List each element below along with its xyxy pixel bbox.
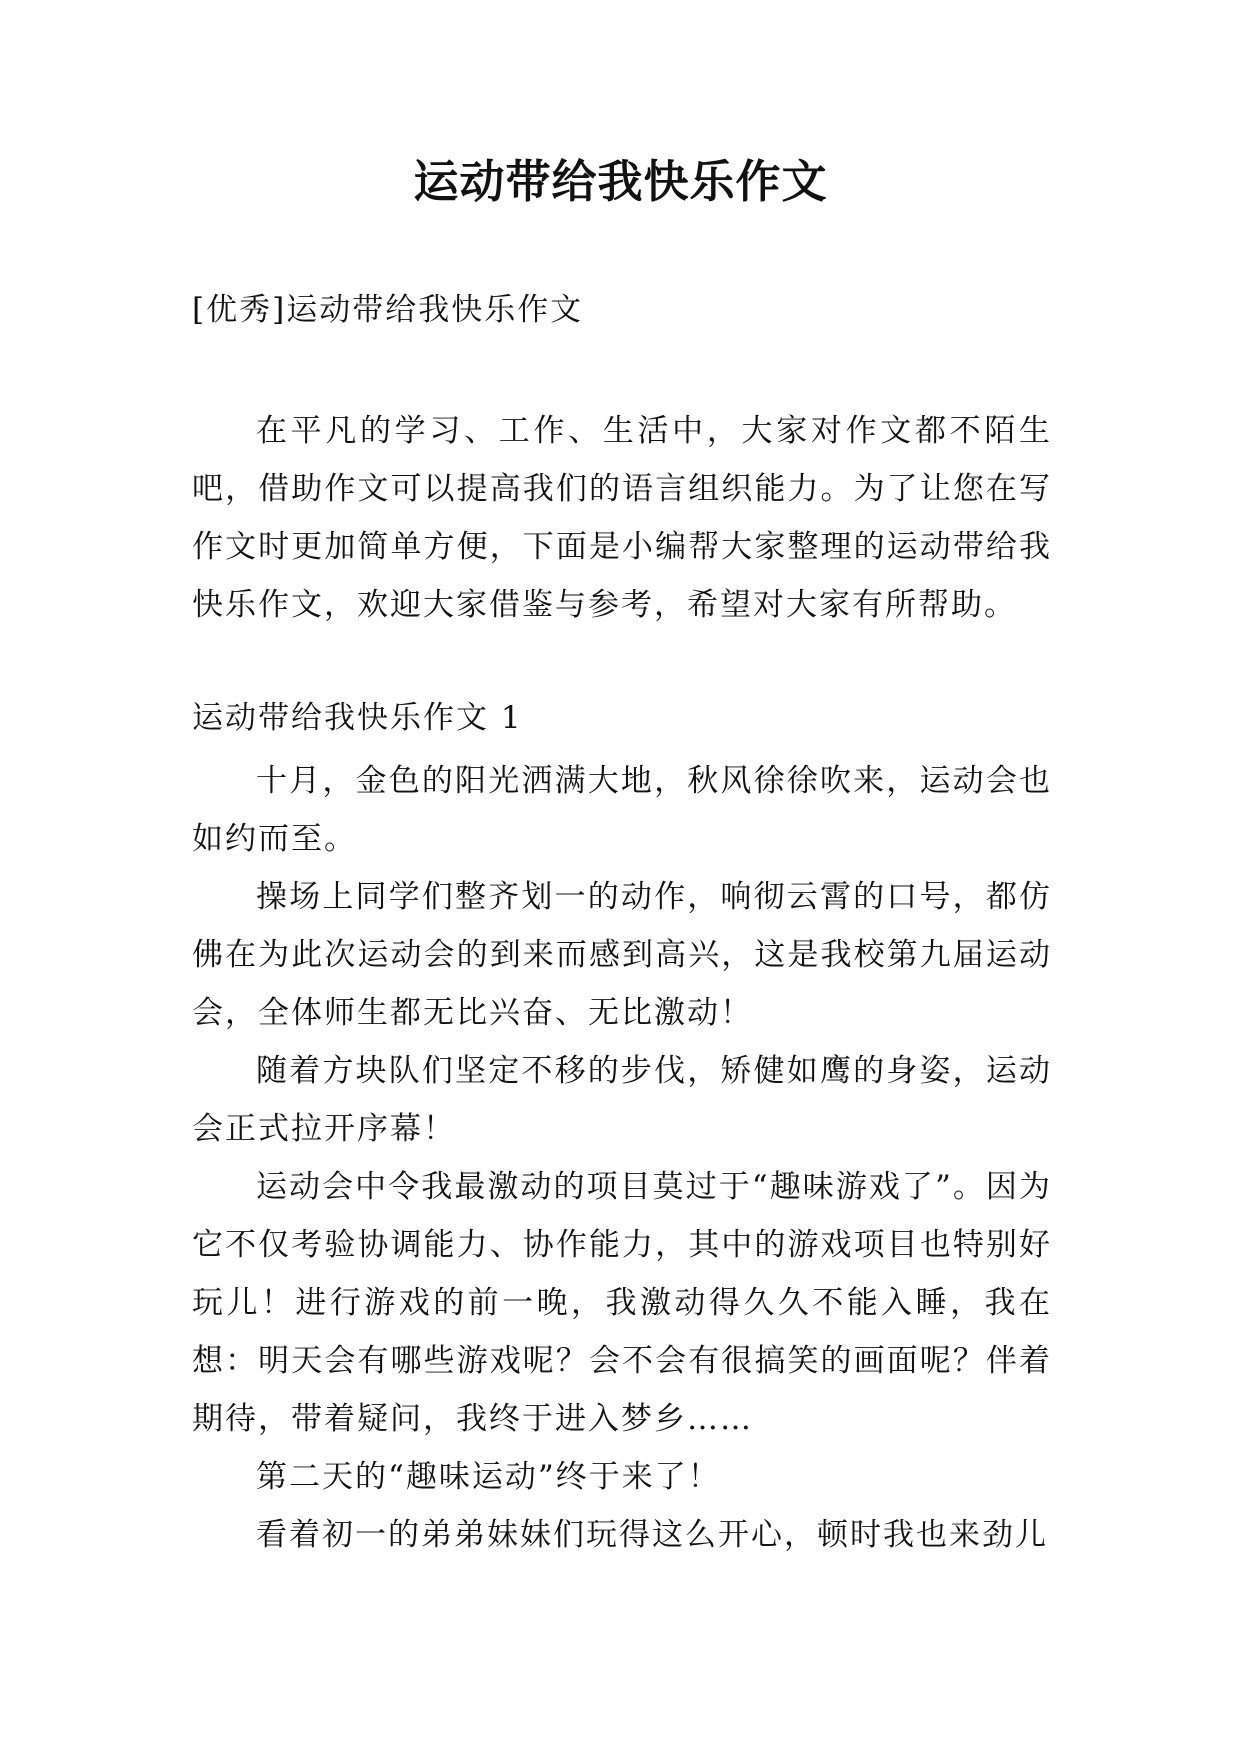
essay-paragraph: 看着初一的弟弟妹妹们玩得这么开心，顿时我也来劲儿 — [256, 1517, 1048, 1553]
essay-body — [192, 752, 1052, 1564]
essay-paragraph: 随着方块队们坚定不移的步伐，矫健如鹰的身姿，运动会正式拉开序幕！ — [192, 1053, 1052, 1147]
intro-paragraph: 在平凡的学习、工作、生活中，大家对作文都不陌生吧，借助作文可以提高我们的语言组织能力。为了让您在写作文时更加简单方便，下面是小编帮大家整理的运动带给我快乐作文，欢迎大家借鉴与参考，希望对大家有所帮助。 — [192, 413, 1052, 623]
essay-paragraph: 操场上同学们整齐划一的动作，响彻云霄的口号，都仿佛在为此次运动会的到来而感到高兴，这是我校第九届运动会，全体师生都无比兴奋、无比激动！ — [192, 879, 1052, 1031]
essay-paragraph: 运动会中令我最激动的项目莫过于“趣味游戏了”。因为它不仅考验协调能力、协作能力，其中的游戏项目也特别好玩儿！进行游戏的前一晚，我激动得久久不能入睡，我在想：明天会有哪些游戏呢？会不会有很搞笑的画面呢？伴着期待，带着疑问，我终于进入梦乡…… — [192, 1169, 1052, 1437]
document-subtitle: [优秀]运动带给我快乐作文 — [192, 292, 584, 328]
document-title: 运动带给我快乐作文 — [413, 155, 828, 208]
essay-paragraph: 第二天的“趣味运动”终于来了！ — [256, 1459, 721, 1495]
section-heading: 运动带给我快乐作文 1 — [192, 700, 523, 736]
essay-paragraph: 十月，金色的阳光洒满大地，秋风徐徐吹来，运动会也如约而至。 — [192, 763, 1052, 857]
